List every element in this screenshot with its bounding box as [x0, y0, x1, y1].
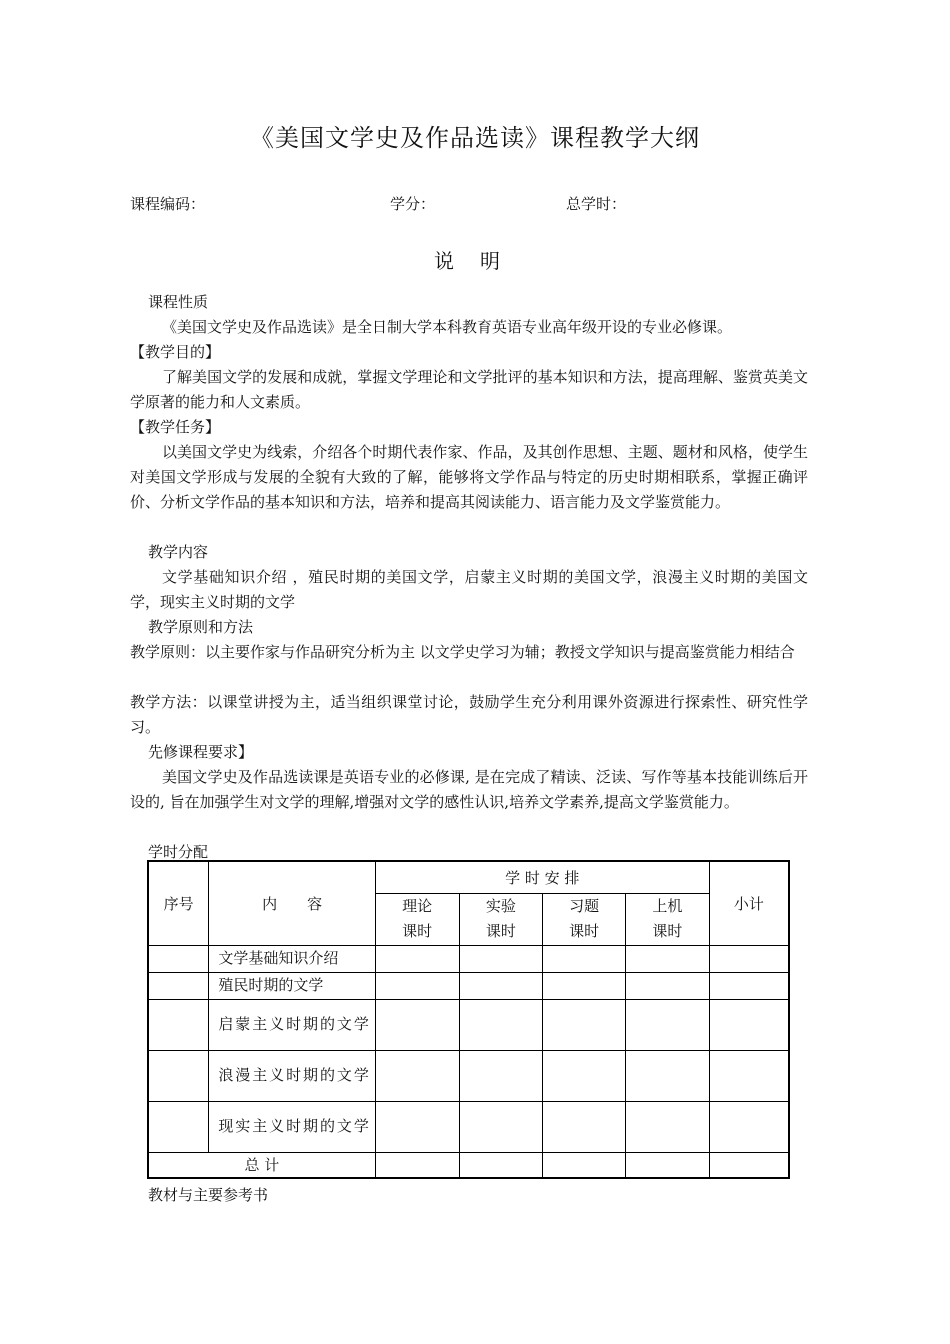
heading-text: 学时分配	[148, 843, 209, 861]
header-content: 内 容	[209, 861, 376, 945]
subtitle-right-char: 明	[480, 249, 502, 273]
heading-principles-methods	[130, 615, 808, 641]
paragraph-teaching-method: 教学方法：以课堂讲授为主，适当组织课堂讨论，鼓励学生充分利用课外资源进行探索性、研究性学习。	[130, 693, 808, 736]
total-label: 总 计	[148, 1152, 375, 1178]
table-row	[148, 945, 789, 972]
header-subtotal: 小计	[709, 861, 789, 945]
header-hours-arrangement: 学 时 安 排	[375, 861, 709, 893]
row-content: 现实主义时期的文学	[209, 1101, 376, 1152]
paragraph-course-nature: 《美国文学史及作品选读》是全日制大学本科教育英语专业高年级开设的专业必修课。	[162, 318, 733, 336]
paragraph-teaching-goal: 了解美国文学的发展和成就，掌握文学理论和文学批评的基本知识和方法，提高理解、鉴赏英美文学原著的能力和人文素质。	[130, 368, 808, 411]
paragraph-prerequisites: 美国文学史及作品选读课是英语专业的必修课, 是在完成了精读、泛读、写作等基本技能训练后开设的, 旨在加强学生对文学的理解,增强对文学的感性认识,培养文学素养,提高文学鉴赏能力。	[130, 768, 808, 811]
header-exercise-hours: 习题 课时	[543, 893, 626, 945]
heading-text: 课程性质	[148, 293, 209, 311]
header-seq: 序号	[148, 861, 209, 945]
header-computer-hours: 上机 课时	[625, 893, 709, 945]
row-content: 殖民时期的文学	[209, 972, 376, 999]
row-content: 启蒙主义时期的文学	[209, 999, 376, 1050]
course-code-label: 课程编码：	[130, 195, 206, 213]
header-lab-hours: 实验 课时	[459, 893, 543, 945]
total-hours-label: 总学时：	[566, 195, 627, 213]
section-title-explanation	[0, 245, 936, 274]
table-row	[148, 972, 789, 999]
row-content: 文学基础知识介绍	[209, 945, 376, 972]
paragraph-teaching-principle: 教学原则：以主要作家与作品研究分析为主 以文学史学习为辅；教授文学知识与提高鉴赏能力相结合	[130, 643, 795, 661]
heading-text: 教学内容	[148, 543, 209, 561]
heading-text: 教学原则和方法	[148, 618, 254, 636]
heading-textbooks	[130, 1183, 808, 1209]
heading-teaching-goal: 【教学目的】	[130, 343, 221, 361]
header-theory-hours: 理论 课时	[375, 893, 459, 945]
heading-prerequisites	[130, 740, 808, 765]
paragraph-teaching-content: 文学基础知识介绍 ，殖民时期的美国文学，启蒙主义时期的美国文学，浪漫主义时期的美国文学，现实主义时期的文学	[130, 568, 808, 611]
heading-teaching-task: 【教学任务】	[130, 418, 221, 436]
page-title: 《美国文学史及作品选读》课程教学大纲	[250, 124, 700, 152]
heading-course-nature	[130, 290, 808, 316]
table-row	[148, 1050, 789, 1101]
heading-teaching-content	[130, 540, 808, 566]
table-row	[148, 1101, 789, 1152]
table-total-row	[148, 1152, 789, 1178]
subtitle-left-char: 说	[434, 249, 456, 273]
credit-label: 学分：	[390, 195, 436, 213]
row-content: 浪漫主义时期的文学	[209, 1050, 376, 1101]
paragraph-teaching-task: 以美国文学史为线索，介绍各个时期代表作家、作品，及其创作思想、主题、题材和风格，使学生对美国文学形成与发展的全貌有大致的了解，能够将文学作品与特定的历史时期相联系，掌握正确评价、分析文学作品的基本知识和方法，培养和提高其阅读能力、语言能力及文学鉴赏能力。	[130, 443, 808, 511]
hours-allocation-table	[147, 860, 790, 1179]
heading-text: 教材与主要参考书	[148, 1186, 269, 1204]
table-row	[148, 999, 789, 1050]
heading-text: 先修课程要求】	[148, 743, 254, 761]
